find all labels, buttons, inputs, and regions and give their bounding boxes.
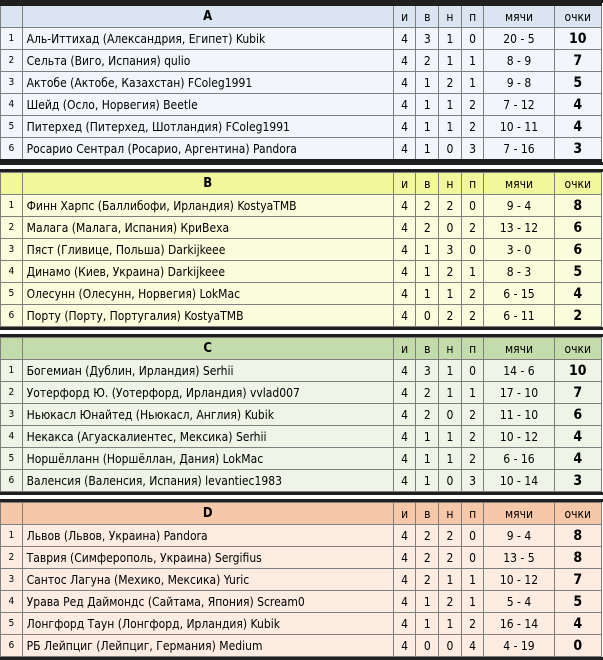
position: 5 xyxy=(1,283,23,305)
played: 4 xyxy=(393,94,416,116)
lost: 0 xyxy=(461,239,484,261)
goals: 8 - 9 xyxy=(484,50,554,72)
team-name: Олесунн (Олесунн, Норвегия) LokMac xyxy=(22,283,393,305)
table-row xyxy=(1,360,602,382)
points: 5 xyxy=(554,72,601,94)
position: 4 xyxy=(1,261,23,283)
played: 4 xyxy=(393,138,416,161)
group-a-section xyxy=(0,0,603,165)
won: 1 xyxy=(416,591,439,613)
drawn: 2 xyxy=(439,261,462,283)
played: 4 xyxy=(393,50,416,72)
drawn: 1 xyxy=(439,569,462,591)
drawn: 1 xyxy=(439,50,462,72)
table-row xyxy=(1,261,602,283)
position: 5 xyxy=(1,448,23,470)
drawn: 0 xyxy=(439,635,462,657)
drawn: 3 xyxy=(439,239,462,261)
goals: 14 - 6 xyxy=(484,360,554,382)
won: 3 xyxy=(416,28,439,50)
table-row xyxy=(1,217,602,239)
points: 10 xyxy=(554,360,601,382)
goals: 13 - 12 xyxy=(484,217,554,239)
group-name: A xyxy=(22,5,393,28)
drawn: 1 xyxy=(439,283,462,305)
position: 5 xyxy=(1,116,23,138)
team-name: РБ Лейпциг (Лейпциг, Германия) Medium xyxy=(22,635,393,657)
goals: 13 - 5 xyxy=(484,547,554,569)
col-goals: мячи xyxy=(484,5,554,28)
won: 2 xyxy=(416,50,439,72)
played: 4 xyxy=(393,525,416,547)
won: 2 xyxy=(416,382,439,404)
played: 4 xyxy=(393,382,416,404)
played: 4 xyxy=(393,261,416,283)
won: 0 xyxy=(416,305,439,327)
team-name: Львов (Львов, Украина) Pandora xyxy=(22,525,393,547)
won: 1 xyxy=(416,261,439,283)
played: 4 xyxy=(393,404,416,426)
table-row xyxy=(1,470,602,492)
group-name: D xyxy=(22,503,393,525)
lost: 2 xyxy=(461,305,484,327)
col-points: очки xyxy=(554,173,601,195)
won: 2 xyxy=(416,569,439,591)
table-row xyxy=(1,382,602,404)
col-points: очки xyxy=(554,503,601,525)
points: 4 xyxy=(554,613,601,635)
goals: 6 - 16 xyxy=(484,448,554,470)
col-drawn: н xyxy=(439,5,462,28)
table-row xyxy=(1,28,602,50)
team-name: Росарио Сентрал (Росарио, Аргентина) Pandora xyxy=(22,138,393,161)
played: 4 xyxy=(393,28,416,50)
position: 3 xyxy=(1,239,23,261)
team-name: Динамо (Киев, Украина) Darkijkeee xyxy=(22,261,393,283)
goals: 9 - 8 xyxy=(484,72,554,94)
col-goals: мячи xyxy=(484,338,554,360)
table-row xyxy=(1,50,602,72)
team-name: Норшёлланн (Норшёллан, Дания) LokMac xyxy=(22,448,393,470)
lost: 4 xyxy=(461,635,484,657)
team-name: Валенсия (Валенсия, Испания) levantiec1983 xyxy=(22,470,393,492)
position: 1 xyxy=(1,28,23,50)
points: 7 xyxy=(554,569,601,591)
drawn: 1 xyxy=(439,28,462,50)
position: 2 xyxy=(1,547,23,569)
team-name: Шейд (Осло, Норвегия) Beetle xyxy=(22,94,393,116)
drawn: 1 xyxy=(439,382,462,404)
position: 5 xyxy=(1,613,23,635)
played: 4 xyxy=(393,591,416,613)
drawn: 2 xyxy=(439,547,462,569)
group-header-row xyxy=(1,503,602,525)
goals: 4 - 19 xyxy=(484,635,554,657)
lost: 2 xyxy=(461,283,484,305)
goals: 10 - 12 xyxy=(484,569,554,591)
position: 2 xyxy=(1,382,23,404)
played: 4 xyxy=(393,569,416,591)
points: 4 xyxy=(554,448,601,470)
drawn: 2 xyxy=(439,591,462,613)
won: 1 xyxy=(416,426,439,448)
position: 2 xyxy=(1,217,23,239)
won: 1 xyxy=(416,72,439,94)
team-name: Лонгфорд Таун (Лонгфорд, Ирландия) Kubik xyxy=(22,613,393,635)
lost: 3 xyxy=(461,138,484,161)
table-row xyxy=(1,305,602,327)
table-row xyxy=(1,448,602,470)
col-played: и xyxy=(393,338,416,360)
standings-table xyxy=(0,3,602,162)
group-b-section xyxy=(0,169,603,330)
lost: 1 xyxy=(461,591,484,613)
won: 0 xyxy=(416,635,439,657)
goals: 3 - 0 xyxy=(484,239,554,261)
played: 4 xyxy=(393,305,416,327)
position: 3 xyxy=(1,404,23,426)
col-won: в xyxy=(416,5,439,28)
position: 4 xyxy=(1,591,23,613)
position: 2 xyxy=(1,50,23,72)
points: 8 xyxy=(554,525,601,547)
lost: 1 xyxy=(461,261,484,283)
col-drawn: н xyxy=(439,338,462,360)
lost: 0 xyxy=(461,547,484,569)
col-played: и xyxy=(393,173,416,195)
lost: 3 xyxy=(461,470,484,492)
drawn: 1 xyxy=(439,613,462,635)
standings-table xyxy=(0,502,602,657)
col-won: в xyxy=(416,503,439,525)
won: 2 xyxy=(416,525,439,547)
drawn: 2 xyxy=(439,72,462,94)
won: 1 xyxy=(416,448,439,470)
position: 6 xyxy=(1,635,23,657)
position: 1 xyxy=(1,360,23,382)
position: 4 xyxy=(1,426,23,448)
played: 4 xyxy=(393,635,416,657)
played: 4 xyxy=(393,448,416,470)
played: 4 xyxy=(393,72,416,94)
goals: 10 - 14 xyxy=(484,470,554,492)
played: 4 xyxy=(393,239,416,261)
goals: 6 - 11 xyxy=(484,305,554,327)
lost: 2 xyxy=(461,613,484,635)
won: 3 xyxy=(416,360,439,382)
standings-table xyxy=(0,172,602,327)
played: 4 xyxy=(393,195,416,217)
points: 7 xyxy=(554,50,601,72)
team-name: Сельта (Виго, Испания) qulio xyxy=(22,50,393,72)
goals: 9 - 4 xyxy=(484,195,554,217)
points: 3 xyxy=(554,470,601,492)
goals: 17 - 10 xyxy=(484,382,554,404)
points: 4 xyxy=(554,283,601,305)
points: 6 xyxy=(554,404,601,426)
team-name: Пяст (Гливице, Польша) Darkijkeee xyxy=(22,239,393,261)
lost: 0 xyxy=(461,195,484,217)
goals: 9 - 4 xyxy=(484,525,554,547)
points: 6 xyxy=(554,239,601,261)
table-row xyxy=(1,404,602,426)
team-name: Сантос Лагуна (Мехико, Мексика) Yuric xyxy=(22,569,393,591)
goals: 5 - 4 xyxy=(484,591,554,613)
played: 4 xyxy=(393,360,416,382)
goals: 10 - 11 xyxy=(484,116,554,138)
goals: 11 - 10 xyxy=(484,404,554,426)
lost: 2 xyxy=(461,217,484,239)
won: 1 xyxy=(416,239,439,261)
goals: 20 - 5 xyxy=(484,28,554,50)
points: 8 xyxy=(554,195,601,217)
table-row xyxy=(1,547,602,569)
goals: 7 - 12 xyxy=(484,94,554,116)
goals: 6 - 15 xyxy=(484,283,554,305)
played: 4 xyxy=(393,470,416,492)
drawn: 1 xyxy=(439,116,462,138)
team-name: Малага (Малага, Испания) КриВеха xyxy=(22,217,393,239)
drawn: 0 xyxy=(439,138,462,161)
table-row xyxy=(1,239,602,261)
points: 4 xyxy=(554,94,601,116)
won: 1 xyxy=(416,138,439,161)
drawn: 1 xyxy=(439,448,462,470)
position: 6 xyxy=(1,138,23,161)
won: 1 xyxy=(416,116,439,138)
table-row xyxy=(1,591,602,613)
col-lost: п xyxy=(461,338,484,360)
played: 4 xyxy=(393,283,416,305)
col-lost: п xyxy=(461,173,484,195)
position: 1 xyxy=(1,195,23,217)
drawn: 2 xyxy=(439,195,462,217)
lost: 1 xyxy=(461,72,484,94)
lost: 2 xyxy=(461,448,484,470)
standings-table xyxy=(0,337,602,492)
team-name: Аль-Иттихад (Александрия, Египет) Kubik xyxy=(22,28,393,50)
won: 2 xyxy=(416,217,439,239)
group-header-row xyxy=(1,5,602,28)
points: 7 xyxy=(554,382,601,404)
group-header-row xyxy=(1,173,602,195)
team-name: Некакса (Агуаскалиентес, Мексика) Serhii xyxy=(22,426,393,448)
lost: 0 xyxy=(461,525,484,547)
col-lost: п xyxy=(461,5,484,28)
position: 1 xyxy=(1,525,23,547)
lost: 2 xyxy=(461,94,484,116)
team-name: Ньюкасл Юнайтед (Ньюкасл, Англия) Kubik xyxy=(22,404,393,426)
table-row xyxy=(1,635,602,657)
played: 4 xyxy=(393,426,416,448)
played: 4 xyxy=(393,613,416,635)
drawn: 1 xyxy=(439,426,462,448)
team-name: Таврия (Симферополь, Украина) Sergifius xyxy=(22,547,393,569)
drawn: 1 xyxy=(439,94,462,116)
points: 2 xyxy=(554,305,601,327)
drawn: 0 xyxy=(439,217,462,239)
table-row xyxy=(1,138,602,161)
won: 1 xyxy=(416,283,439,305)
lost: 1 xyxy=(461,382,484,404)
won: 1 xyxy=(416,94,439,116)
col-goals: мячи xyxy=(484,503,554,525)
drawn: 2 xyxy=(439,525,462,547)
col-drawn: н xyxy=(439,173,462,195)
drawn: 1 xyxy=(439,360,462,382)
col-won: в xyxy=(416,338,439,360)
points: 6 xyxy=(554,217,601,239)
won: 1 xyxy=(416,470,439,492)
team-name: Уотерфорд Ю. (Уотерфорд, Ирландия) vvlad007 xyxy=(22,382,393,404)
col-played: и xyxy=(393,5,416,28)
points: 8 xyxy=(554,547,601,569)
lost: 2 xyxy=(461,404,484,426)
table-row xyxy=(1,94,602,116)
col-drawn: н xyxy=(439,503,462,525)
table-row xyxy=(1,72,602,94)
group-d-section xyxy=(0,499,603,660)
lost: 2 xyxy=(461,426,484,448)
group-name: C xyxy=(22,338,393,360)
won: 2 xyxy=(416,547,439,569)
team-name: Урава Ред Даймондс (Сайтама, Япония) Scream0 xyxy=(22,591,393,613)
goals: 8 - 3 xyxy=(484,261,554,283)
points: 5 xyxy=(554,261,601,283)
won: 2 xyxy=(416,195,439,217)
played: 4 xyxy=(393,547,416,569)
table-row xyxy=(1,426,602,448)
goals: 10 - 12 xyxy=(484,426,554,448)
won: 2 xyxy=(416,404,439,426)
position: 3 xyxy=(1,569,23,591)
points: 5 xyxy=(554,591,601,613)
points: 4 xyxy=(554,426,601,448)
drawn: 2 xyxy=(439,305,462,327)
col-points: очки xyxy=(554,338,601,360)
col-played: и xyxy=(393,503,416,525)
lost: 0 xyxy=(461,360,484,382)
lost: 1 xyxy=(461,569,484,591)
points: 3 xyxy=(554,138,601,161)
table-row xyxy=(1,195,602,217)
lost: 1 xyxy=(461,50,484,72)
table-row xyxy=(1,116,602,138)
won: 1 xyxy=(416,613,439,635)
table-row xyxy=(1,569,602,591)
group-c-section xyxy=(0,334,603,495)
played: 4 xyxy=(393,217,416,239)
lost: 0 xyxy=(461,28,484,50)
points: 10 xyxy=(554,28,601,50)
team-name: Порту (Порту, Португалия) KostyaTMB xyxy=(22,305,393,327)
team-name: Финн Харпс (Баллибофи, Ирландия) KostyaTMB xyxy=(22,195,393,217)
drawn: 0 xyxy=(439,470,462,492)
group-name: B xyxy=(22,173,393,195)
played: 4 xyxy=(393,116,416,138)
goals: 7 - 16 xyxy=(484,138,554,161)
drawn: 0 xyxy=(439,404,462,426)
table-row xyxy=(1,613,602,635)
team-name: Богемиан (Дублин, Ирландия) Serhii xyxy=(22,360,393,382)
col-points: очки xyxy=(554,5,601,28)
goals: 16 - 14 xyxy=(484,613,554,635)
team-name: Питерхед (Питерхед, Шотландия) FColeg1991 xyxy=(22,116,393,138)
col-goals: мячи xyxy=(484,173,554,195)
col-lost: п xyxy=(461,503,484,525)
table-row xyxy=(1,283,602,305)
team-name: Актобе (Актобе, Казахстан) FColeg1991 xyxy=(22,72,393,94)
position: 6 xyxy=(1,305,23,327)
points: 4 xyxy=(554,116,601,138)
group-header-row xyxy=(1,338,602,360)
points: 0 xyxy=(554,635,601,657)
table-row xyxy=(1,525,602,547)
col-won: в xyxy=(416,173,439,195)
position: 6 xyxy=(1,470,23,492)
lost: 2 xyxy=(461,116,484,138)
position: 4 xyxy=(1,94,23,116)
position: 3 xyxy=(1,72,23,94)
